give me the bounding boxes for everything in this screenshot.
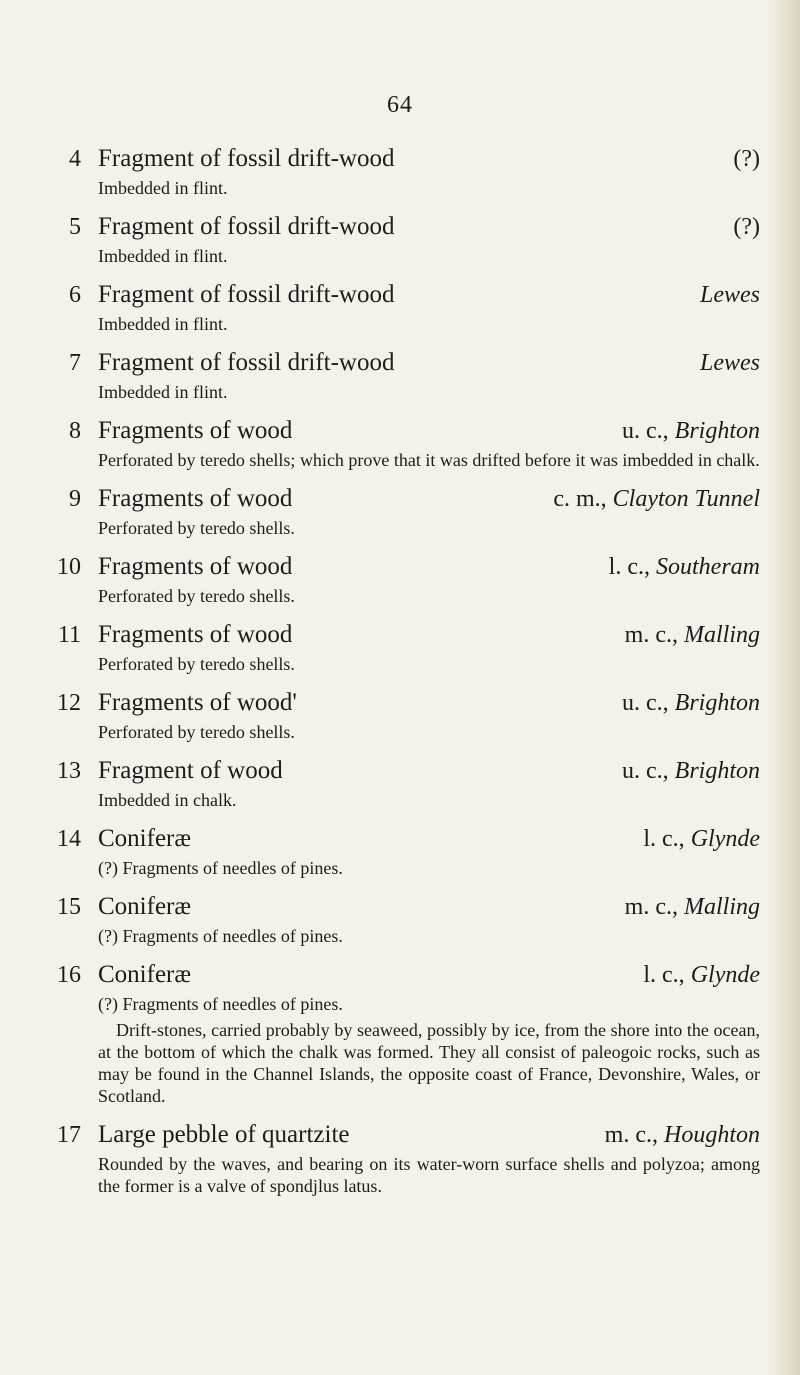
entry-title: Coniferæ: [98, 961, 192, 988]
locality-place: (?): [733, 146, 760, 172]
entry-locality: u. c., Brighton: [622, 690, 760, 716]
entry-13: [0, 753, 800, 821]
entry-note: Imbedded in flint.: [98, 246, 228, 266]
entry-locality: c. m., Clayton Tunnel: [553, 486, 760, 512]
entry-9: [0, 481, 800, 549]
locality-place: Lewes: [700, 282, 760, 308]
entry-5: [0, 209, 800, 277]
entry-title: Coniferæ: [98, 893, 192, 920]
entry-number: 13: [57, 758, 81, 784]
entry-title: Fragments of wood: [98, 417, 293, 444]
entry-title: Fragments of wood: [98, 621, 293, 648]
entry-locality: [733, 141, 760, 177]
entry-note: Perforated by teredo shells; which prove that it was drifted before it was imbedded in chalk.: [98, 450, 760, 470]
entry-locality: l. c., Glynde: [643, 826, 760, 852]
locality-place: (?): [733, 214, 760, 240]
entry-locality: m. c., Houghton: [604, 1122, 760, 1148]
entry-16: [0, 957, 800, 1017]
entry-number: 10: [57, 554, 81, 580]
entry-locality: u. c., Brighton: [622, 418, 760, 444]
entry-number: 17: [57, 1122, 81, 1148]
entry-number: 5: [69, 214, 81, 240]
entry-locality: [733, 209, 760, 245]
entry-title: Fragment of fossil drift-wood: [98, 281, 395, 308]
entry-locality: m. c., Malling: [624, 894, 760, 920]
entry-number: 15: [57, 894, 81, 920]
entry-title: Fragment of fossil drift-wood: [98, 349, 395, 376]
locality-place: Brighton: [674, 418, 760, 444]
entry-number: 4: [69, 146, 81, 172]
entry-locality: u. c., Brighton: [622, 758, 760, 784]
entry-note: Perforated by teredo shells.: [98, 722, 295, 742]
entry-number: 12: [57, 690, 81, 716]
drift-stones-paragraph: Drift-stones, carried probably by seaweed, possibly by ice, from the shore into the ocean, at the bottom of which the chalk was formed. They all consist of paleogoic rocks, such as may be found in the Channel Islands, the opposite coast of France, Devonshire, Wales, or Scotland.: [98, 1020, 760, 1106]
entry-title: Fragments of wood: [98, 485, 293, 512]
entry-locality: [700, 345, 760, 381]
entry-title: Fragments of wood: [98, 553, 293, 580]
entry-note: (?) Fragments of needles of pines.: [98, 994, 343, 1014]
locality-place: Malling: [684, 894, 760, 920]
entry-title: Coniferæ: [98, 825, 192, 852]
entry-title: Large pebble of quartzite: [98, 1121, 350, 1148]
locality-place: Southeram: [656, 554, 760, 580]
entry-15: [0, 889, 800, 957]
entry-number: 16: [57, 962, 81, 988]
locality-place: Brighton: [674, 758, 760, 784]
entry-11: [0, 617, 800, 685]
entry-4: [0, 141, 800, 209]
entry-note: Imbedded in chalk.: [98, 790, 237, 810]
entry-locality: [700, 277, 760, 313]
entry-14: [0, 821, 800, 889]
entry-note: Perforated by teredo shells.: [98, 518, 295, 538]
entry-number: 14: [57, 826, 81, 852]
entry-note: Perforated by teredo shells.: [98, 654, 295, 674]
entry-note: Imbedded in flint.: [98, 314, 228, 334]
entry-locality: l. c., Glynde: [643, 962, 760, 988]
entry-6: [0, 277, 800, 345]
page-number: 64: [387, 92, 413, 118]
locality-place: Malling: [684, 622, 760, 648]
entry-note: (?) Fragments of needles of pines.: [98, 926, 343, 946]
entry-number: 6: [69, 282, 81, 308]
entry-title: Fragments of wood': [98, 689, 297, 716]
locality-place: Brighton: [674, 690, 760, 716]
entry-note: (?) Fragments of needles of pines.: [98, 858, 343, 878]
entry-8: [0, 413, 800, 481]
entry-number: 7: [69, 350, 81, 376]
specimen-list: [0, 141, 800, 1207]
entry-10: [0, 549, 800, 617]
locality-place: Lewes: [700, 350, 760, 376]
entry-title: Fragment of fossil drift-wood: [98, 145, 395, 172]
entry-number: 8: [69, 418, 81, 444]
locality-place: Houghton: [664, 1122, 760, 1148]
entry-12: [0, 685, 800, 753]
entry-17: [0, 1117, 800, 1207]
entry-note: Imbedded in flint.: [98, 382, 228, 402]
entry-note: Perforated by teredo shells.: [98, 586, 295, 606]
entry-locality: m. c., Malling: [624, 622, 760, 648]
locality-place: Clayton Tunnel: [612, 486, 760, 512]
entry-7: [0, 345, 800, 413]
locality-place: Glynde: [690, 826, 760, 852]
entry-title: Fragment of fossil drift-wood: [98, 213, 395, 240]
entry-title: Fragment of wood: [98, 757, 283, 784]
entry-note: Imbedded in flint.: [98, 178, 228, 198]
entry-number: 11: [57, 622, 81, 648]
entry-note: Rounded by the waves, and bearing on its water-worn surface shells and polyzoa; among the former is a valve of spondjlus latus.: [98, 1154, 760, 1196]
locality-place: Glynde: [690, 962, 760, 988]
entry-locality: l. c., Southeram: [608, 554, 760, 580]
entry-number: 9: [69, 486, 81, 512]
